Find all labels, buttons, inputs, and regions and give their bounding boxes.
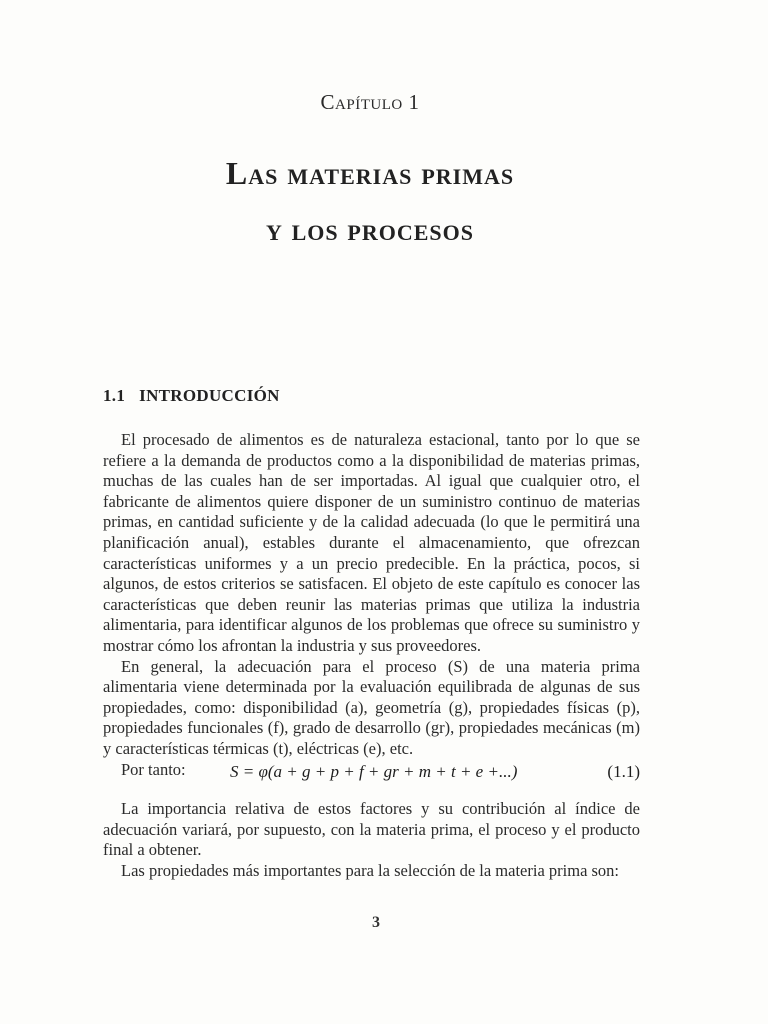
section-number: 1.1 (103, 386, 126, 405)
equation-row (103, 759, 640, 786)
paragraph-5: Las propiedades más importantes para la selección de la materia prima son: (121, 860, 620, 880)
page-number: 3 (372, 914, 380, 931)
paragraph-4: La importancia relativa de estos factores y su contribución al índice de adecuación variará, por supuesto, con la materia prima, el proceso y el producto final a obtener. (103, 799, 640, 860)
chapter-title-line-1: Las materias primas (225, 155, 515, 191)
paragraph-3: Por tanto: (121, 759, 186, 779)
paragraph-2: En general, la adecuación para el proceso (S) de una materia prima alimentaria viene determinada por la evaluación equilibrada de algunas de sus propiedades, como: disponibilidad (a), geometría (g), propiedades físicas (p), propiedades funcionales (f), grado de desarrollo (gr), propiedades mecánicas (m) y características térmicas (t), eléctricas (e), etc. (103, 656, 640, 758)
chapter-label: Capítulo 1 (320, 90, 420, 114)
section-title: INTRODUCCIÓN (139, 386, 280, 405)
paragraph-1: El procesado de alimentos es de naturaleza estacional, tanto por lo que se refiere a la demanda de productos como a la disponibilidad de materias primas, muchas de las cuales han de ser importadas. Al igual que cualquier otro, el fabricante de alimentos quiere disponer de un suministro continuo de materias primas, en cantidad suficiente y de la calidad adecuada (lo que le permitirá una planificación anual), estables durante el almacenamiento, que ofrezcan características uniformes y a un precio predecible. En la práctica, pocos, si algunos, de estos criterios se satisfacen. El objeto de este capítulo es conocer las características que deben reunir las materias primas que utiliza la industria alimentaria, para identificar algunos de los problemas que ofrece su suministro y mostrar cómo los afrontan la industria y sus proveedores. (103, 430, 640, 655)
body-text-block-1 (103, 430, 640, 780)
section-heading (103, 386, 280, 406)
equation-number: (1.1) (607, 762, 640, 781)
body-text-block-2 (103, 799, 640, 881)
equation: S = φ(a + g + p + f + gr + m + t + e +...) (230, 762, 518, 781)
chapter-title-line-2: y los procesos (266, 212, 474, 247)
